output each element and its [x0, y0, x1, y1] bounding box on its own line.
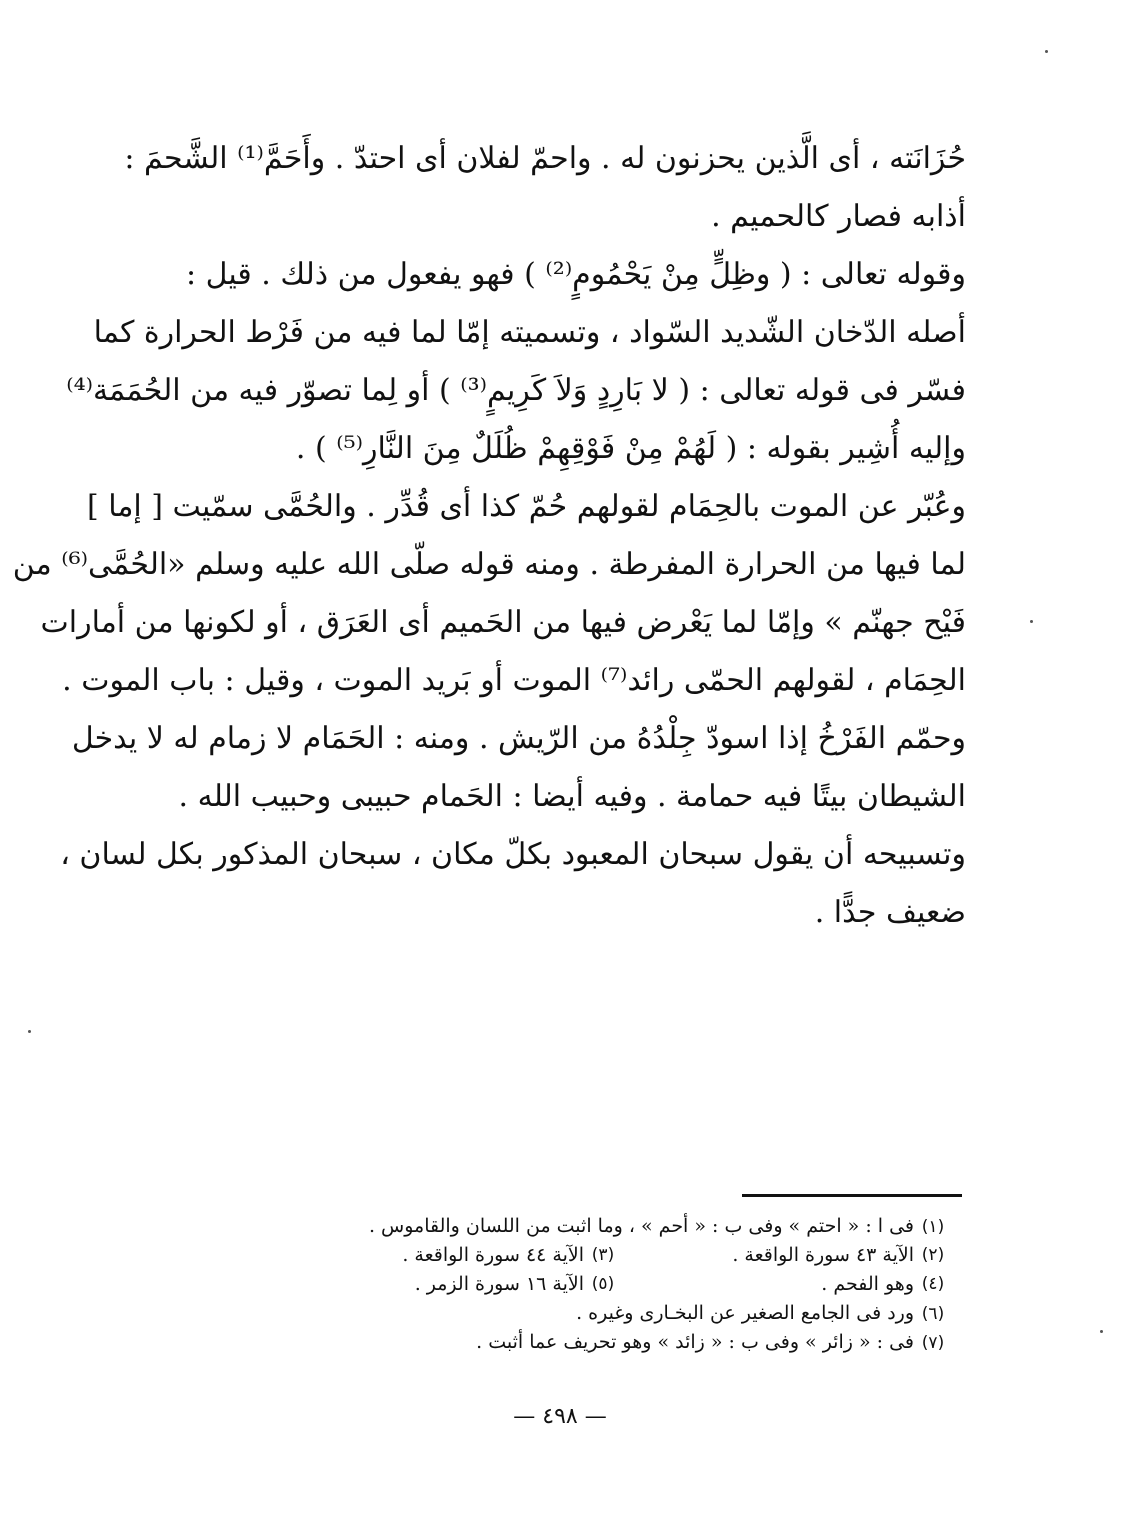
footnote-column [415, 1270, 622, 1299]
footnote-text: فى ا : « احتم » وفى ب : « أحم » ، وما اثبت من اللسان والقاموس . [368, 1215, 914, 1237]
footnote-number: (١) [921, 1217, 945, 1237]
text-line: وعُبّر عن الموت بالحِمَام لقولهم حُمّ كذا أى قُدِّر . والحُمَّى سمّيت [ إما ] [86, 489, 966, 524]
footnote-row [200, 1299, 952, 1328]
footnote-number: (٦) [921, 1304, 945, 1324]
footnote-column [622, 1241, 952, 1270]
main-text-block [12, 130, 966, 942]
footnote-row [200, 1212, 952, 1241]
footnote-row [200, 1328, 952, 1357]
footnote-text: وهو الفحم . [821, 1273, 914, 1295]
text-line: وإليه أُشِير بقوله : ( لَهُمْ مِنْ فَوْقِهِمْ ظُلَلٌ مِنَ النَّارِ⁽⁵⁾ ) . [295, 431, 966, 466]
footnote-column [402, 1241, 622, 1270]
footnote-text: الآية ١٦ سورة الزمر . [414, 1273, 584, 1295]
footnote-row [200, 1241, 952, 1270]
text-line: لما فيها من الحرارة المفرطة . ومنه قوله صلّى الله عليه وسلم «الحُمَّى⁽⁶⁾ من [12, 547, 966, 582]
text-line: وحمّم الفَرْخُ إذا اسودّ جِلْدُهُ من الرّيش . ومنه : الحَمَام لا زمام له لا يدخل [71, 721, 966, 756]
footnote-number: (٧) [921, 1333, 945, 1353]
text-line: فسّر فى قوله تعالى : ( لا بَارِدٍ وَلاَ كَرِيمٍ⁽³⁾ ) أو لِما تصوّر فيه من الحُمَمَة⁽⁴⁾ [66, 373, 966, 408]
footnote-number: (٤) [921, 1274, 945, 1294]
footnote-text: الآية ٤٤ سورة الواقعة . [402, 1244, 584, 1266]
text-line: وتسبيحه أن يقول سبحان المعبود بكلّ مكان ، سبحان المذكور بكل لسان ، [60, 837, 966, 872]
footnote-text: فى : « زائر » وفى ب : « زائد » وهو تحريف عما أثبت . [476, 1331, 914, 1353]
text-line: الشيطان بيتًا فيه حمامة . وفيه أيضا : الحَمام حبيبى وحبيب الله . [178, 779, 966, 814]
footnote-column [622, 1270, 952, 1299]
text-line: حُزَانَته ، أى الَّذين يحزنون له . واحمّ لفلان أى احتدّ . وأَحَمَّ⁽¹⁾ الشَّحمَ : [124, 141, 966, 176]
text-line: ضعيف جدًّا . [814, 895, 966, 930]
scan-speck [1045, 50, 1048, 53]
footnotes-block [200, 1212, 952, 1357]
text-line: فَيْح جهنّم » وإمّا لما يَعْرض فيها من الحَميم أى العَرَق ، أو لكونها من أمارات [40, 605, 966, 640]
scan-speck [1100, 1330, 1103, 1333]
footnote-number: (٣) [591, 1245, 615, 1265]
text-line: أصله الدّخان الشّديد السّواد ، وتسميته إمّا لما فيه من فَرْط الحرارة كما [93, 315, 966, 350]
footnote-divider [742, 1194, 962, 1197]
footnote-row [200, 1270, 952, 1299]
scan-speck [28, 1030, 31, 1033]
footnote-text: الآية ٤٣ سورة الواقعة . [732, 1244, 914, 1266]
footnote-number: (٥) [591, 1274, 615, 1294]
text-line: وقوله تعالى : ( وظِلٍّ مِنْ يَحْمُومٍ⁽²⁾ ) فهو يفعول من ذلك . قيل : [186, 257, 966, 292]
footnote-text: ورد فى الجامع الصغير عن البخـارى وغيره . [576, 1302, 914, 1324]
footnote-number: (٢) [921, 1245, 945, 1265]
scan-speck [1030, 620, 1033, 623]
text-line: أذابه فصار كالحميم . [711, 199, 966, 234]
page-number: — ٤٩٨ — [513, 1404, 607, 1429]
text-line: الحِمَام ، لقولهم الحمّى رائد⁽⁷⁾ الموت أو بَريد الموت ، وقيل : باب الموت . [62, 663, 966, 698]
